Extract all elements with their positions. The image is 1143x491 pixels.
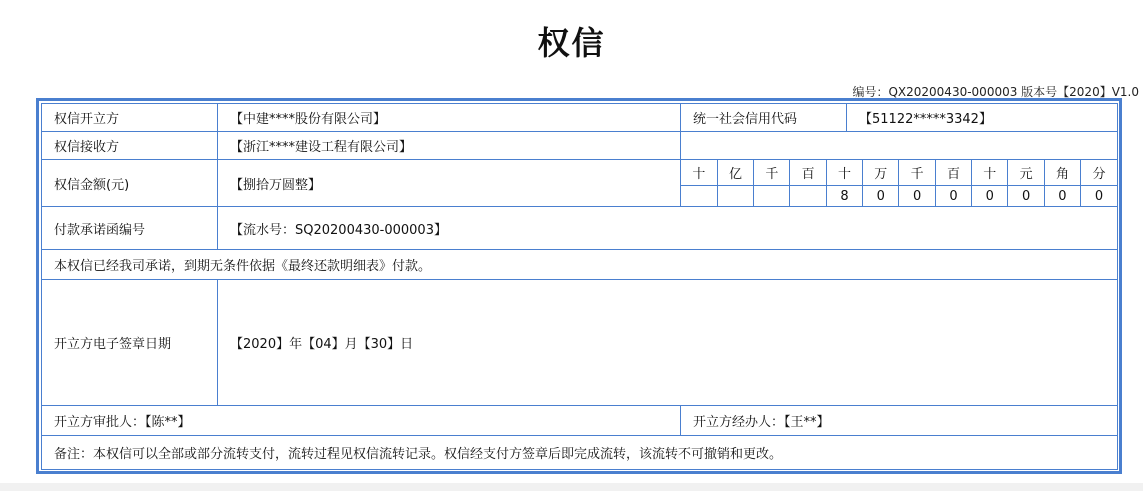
certificate-frame [36,98,1122,474]
amount-digit-cell: 0 [1044,186,1080,206]
amount-unit-row [681,160,1117,186]
amount-digit-cell [717,186,753,206]
credit-code-value: 【51122*****3342】 [847,104,1118,132]
amount-digit-cell: 0 [935,186,971,206]
amount-digit-cell [754,186,790,206]
receiver-row [42,132,1118,160]
credit-code-label: 统一社会信用代码 [681,104,847,132]
certificate-table [41,103,1118,470]
commitment-text: 本权信已经我司承诺，到期无条件依据《最终还款明细表》付款。 [42,250,1118,280]
amount-unit-cell: 千 [754,160,790,186]
amount-unit-cell: 十 [826,160,862,186]
issuer-row [42,104,1118,132]
amount-digit-cell: 0 [1081,186,1117,206]
amount-digit-row [681,186,1117,206]
amount-unit-cell: 亿 [717,160,753,186]
page-footer-strip [0,483,1143,491]
payment-value: 【流水号：SQ20200430-000003】 [218,207,1118,250]
sign-date: 【2020】年【04】月【30】日 [218,280,1118,406]
remark-row [42,436,1118,470]
amount-unit-cell: 万 [863,160,899,186]
receiver-label: 权信接收方 [42,132,218,160]
document-number: 编号：QX20200430-000003 版本号【2020】V1.0 [852,85,1139,99]
sign-row [42,280,1118,406]
issuer-label: 权信开立方 [42,104,218,132]
amount-digit-grid [681,160,1118,207]
amount-unit-cell: 百 [935,160,971,186]
amount-digit-cell: 0 [863,186,899,206]
handler-text: 开立方经办人：【王**】 [681,406,1118,436]
amount-row [42,160,1118,207]
amount-unit-cell: 百 [790,160,826,186]
remark-text: 备注：本权信可以全部或部分流转支付，流转过程见权信流转记录。权信经支付方签章后即完成流转，该流转不可撤销和更改。 [42,436,1118,470]
amount-digit-table [681,160,1117,206]
payment-label: 付款承诺函编号 [42,207,218,250]
amount-unit-cell: 元 [1008,160,1044,186]
amount-unit-cell: 千 [899,160,935,186]
amount-digit-cell [790,186,826,206]
approver-text: 开立方审批人：【陈**】 [42,406,681,436]
amount-digit-cell: 0 [972,186,1008,206]
document-title: 权信 [537,24,606,62]
amount-unit-cell: 分 [1081,160,1117,186]
approver-row [42,406,1118,436]
amount-unit-cell: 角 [1044,160,1080,186]
amount-digit-cell [681,186,717,206]
amount-digit-cell: 8 [826,186,862,206]
issuer-value: 【中建****股份有限公司】 [218,104,681,132]
receiver-blank [681,132,1118,160]
amount-unit-cell: 十 [972,160,1008,186]
amount-unit-cell: 十 [681,160,717,186]
amount-digit-cell: 0 [1008,186,1044,206]
receiver-value: 【浙江****建设工程有限公司】 [218,132,681,160]
sign-label: 开立方电子签章日期 [42,280,218,406]
payment-row [42,207,1118,250]
amount-label: 权信金额(元) [42,160,218,207]
commitment-row [42,250,1118,280]
amount-value: 【捌拾万圆整】 [218,160,681,207]
amount-digit-cell: 0 [899,186,935,206]
